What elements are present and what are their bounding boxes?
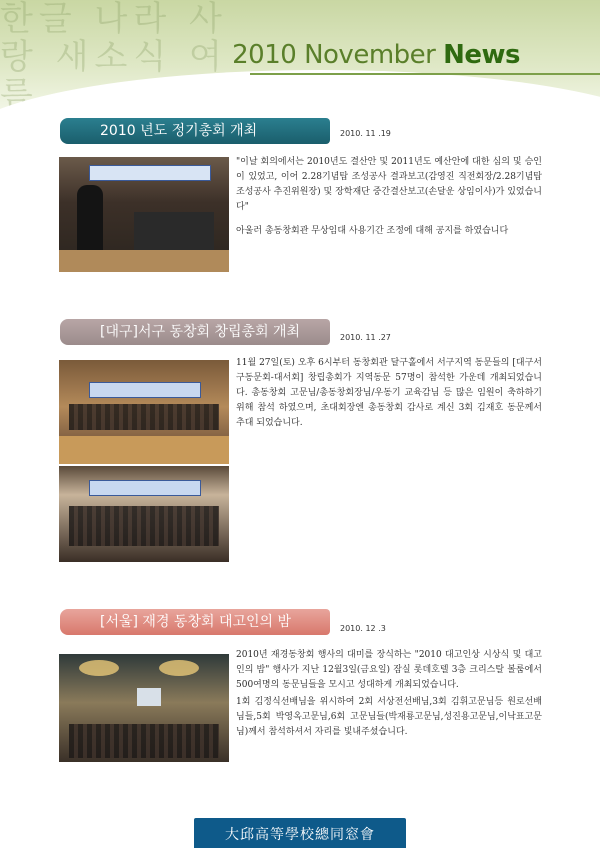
section-2-title: [대구]서구 동창회 창립총회 개최 — [60, 319, 330, 345]
title-month: November — [304, 40, 436, 70]
photo-group — [69, 404, 219, 430]
section-3-title: [서울] 재경 동창회 대고인의 밤 — [60, 609, 330, 635]
section-1-paragraph-1: "이날 회의에서는 2010년도 결산안 및 2011년도 예산안에 대한 심의 및 승인이 있었고, 이어 2.28기념탑 조성공사 결과보고(감영진 직전회장/2.28기념탑 조성공사 추진위원장) 및 장학재단 중간결산보고(손달운 상임이사)가 있었습니다" — [236, 157, 542, 212]
photo-banner — [89, 165, 211, 181]
section-3-paragraph-1: 2010년 재경동창회 행사의 대미를 장식하는 "2010 대고인상 시상식 및 대고인의 밤" 행사가 지난 12월3일(금요일) 잠실 롯데호텔 3층 크리스탈 볼룸에서 500여명의 동문님들을 모시고 성대하게 개최되었습니다. — [236, 650, 542, 690]
background-calligraphy: 한글 나라 사랑 새소식 여름 — [0, 0, 228, 110]
section-2-photo-1 — [59, 360, 229, 464]
photo-group — [69, 506, 219, 546]
photo-tables — [59, 436, 229, 464]
section-3-photo — [59, 654, 229, 762]
section-1-paragraph-2: 아울러 총동창회관 무상임대 사용기간 조정에 대해 공지를 하였습니다 — [236, 226, 509, 236]
title-news: News — [443, 40, 520, 70]
header-rule — [250, 73, 600, 75]
photo-chandelier — [79, 660, 119, 676]
title-year: 2010 — [232, 40, 297, 70]
photo-floor — [59, 250, 229, 272]
footer-logo-bar — [194, 818, 406, 848]
section-2-photo-2 — [59, 466, 229, 562]
section-3-paragraph-2: 1회 김정식선배님을 위시하여 2회 서상전선배님,3회 김휘고문님등 원로선배님들,5회 박영옥고문님,6회 고문님들(박재룡고문님,성진용고문님,이낙표고문님)께서 참석하셔서 자리를 빛내주셨습니다. — [236, 697, 542, 737]
section-1-photo — [59, 157, 229, 272]
page-header — [0, 0, 600, 110]
photo-screen — [137, 688, 161, 706]
newsletter-title — [232, 40, 520, 70]
section-1-date: 2010. 11 .19 — [340, 129, 391, 138]
section-1-title: 2010 년도 정기총회 개최 — [60, 118, 330, 144]
footer-logo: 大邱高等學校總同窓會 — [225, 827, 375, 843]
section-3-date: 2010. 12 .3 — [340, 624, 386, 633]
photo-chandelier — [159, 660, 199, 676]
photo-banner — [89, 382, 201, 398]
photo-table — [134, 212, 214, 252]
photo-speaker — [77, 185, 103, 255]
section-2-paragraph-1: 11월 27일(토) 오후 6시부터 동창회관 달구홀에서 서구지역 동문들의 [대구서구동문회-대서회] 창립총회가 지역동문 57명이 참석한 가운데 개최되었습니다. 총동창회 고문님/총동창회장님/우동기 교육감님 등 많은 임원이 축하하기 위해 참석 하였으며, 초대회장엔 총동창회 감사로 계신 3회 김재호 동문께서 추대 되었습니다. — [236, 358, 542, 428]
photo-banner — [89, 480, 201, 496]
section-2-date: 2010. 11 .27 — [340, 333, 391, 342]
photo-audience — [69, 724, 219, 758]
